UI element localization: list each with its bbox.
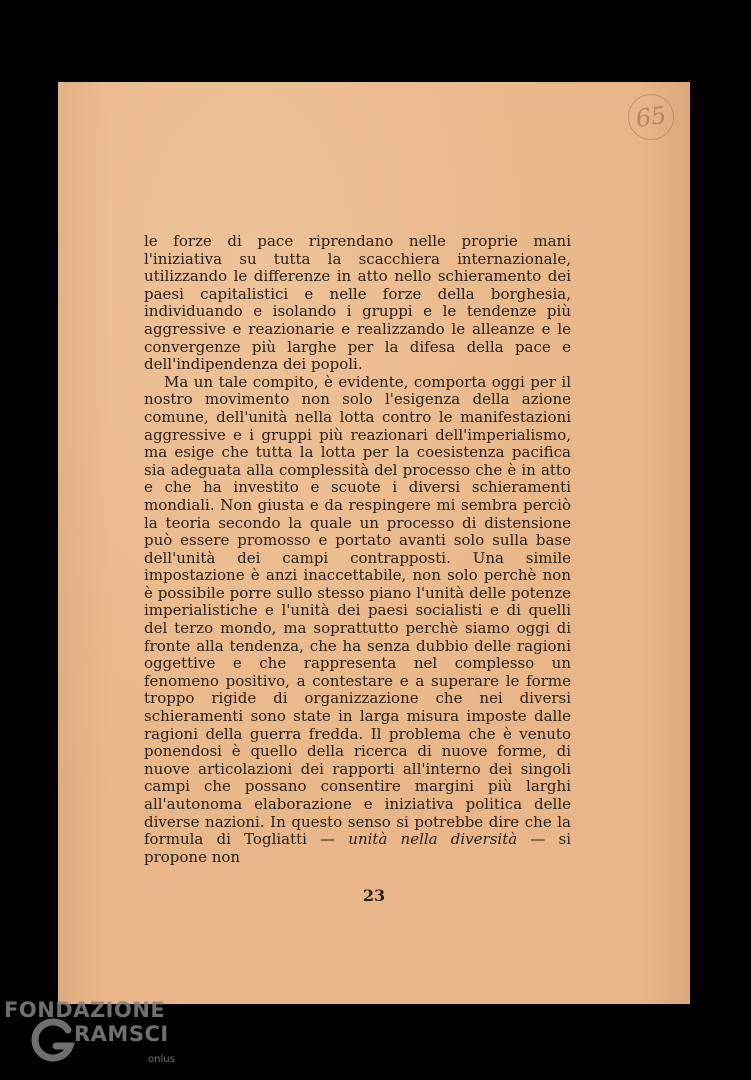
closing-text: — si propone non	[144, 830, 571, 866]
logo-line-1: FONDAZIONE	[4, 998, 166, 1022]
paragraph-2-text: Ma un tale compito, è evidente, comporta oggi per il nostro movimento non solo l'esigenza della azione comune, dell'unità nella lotta contro le manifestazioni aggressive e i gruppi più reazionari dell'imperialismo, ma esige che tutta la lotta per la coesistenza pacifica sia adeguata alla complessità del processo che è in atto e che ha investito e scuote i diversi schieramenti mondiali. Non giusta e da respingere mi sembra perciò la teoria secondo la quale un processo di distensione può essere promosso e portato avanti solo sulla base dell'unità dei campi contrapposti. Una simile impostazione è anzi inaccettabile, non solo perchè non è possibile porre sullo stesso piano l'unità delle potenze imperialistiche e l'unità dei paesi socialisti e di quelli del terzo mondo, ma soprattutto perchè siamo oggi di fronte alla tendenza, che ha senza dubbio delle ragioni oggettive e che rappresenta nel complesso un fenomeno positivo, a contestare e a superare le forme troppo rigide di organizzazione che nei diversi schieramenti sono state in larga misura imposte dalle ragioni della guerra fredda. Il problema che è venuto ponendosi è quello della ricerca di nuove forme, di nuove articolazioni dei rapporti all'interno dei singoli campi che possano consentire margini più larghi all'autonoma elaborazione e iniziativa politica delle diverse nazioni. In questo senso si potrebbe dire che la formula di Togliatti —	[144, 372, 571, 849]
fondazione-gramsci-logo	[4, 998, 194, 1076]
italic-phrase: unità nella diversità	[348, 830, 518, 849]
logo-line-2: RAMSCI	[74, 1022, 169, 1046]
archive-number-stamp: 65	[625, 91, 677, 143]
page-number: 23	[362, 886, 386, 905]
scanned-page	[58, 82, 690, 1004]
paragraph-2	[144, 374, 571, 867]
logo-line-3: onlus	[148, 1054, 175, 1065]
gramsci-g-icon	[30, 1018, 76, 1064]
body-text	[144, 233, 571, 866]
paragraph-1: le forze di pace riprendano nelle proprie mani l'iniziativa su tutta la scacchiera internazionale, utilizzando le differenze in atto nello schieramento dei paesi capitalistici e nelle forze della borghesia, individuando e isolando i gruppi e le tendenze più aggressive e reazionarie e realizzando le alleanze e le convergenze più larghe per la difesa della pace e dell'indipendenza dei popoli.	[144, 232, 571, 374]
